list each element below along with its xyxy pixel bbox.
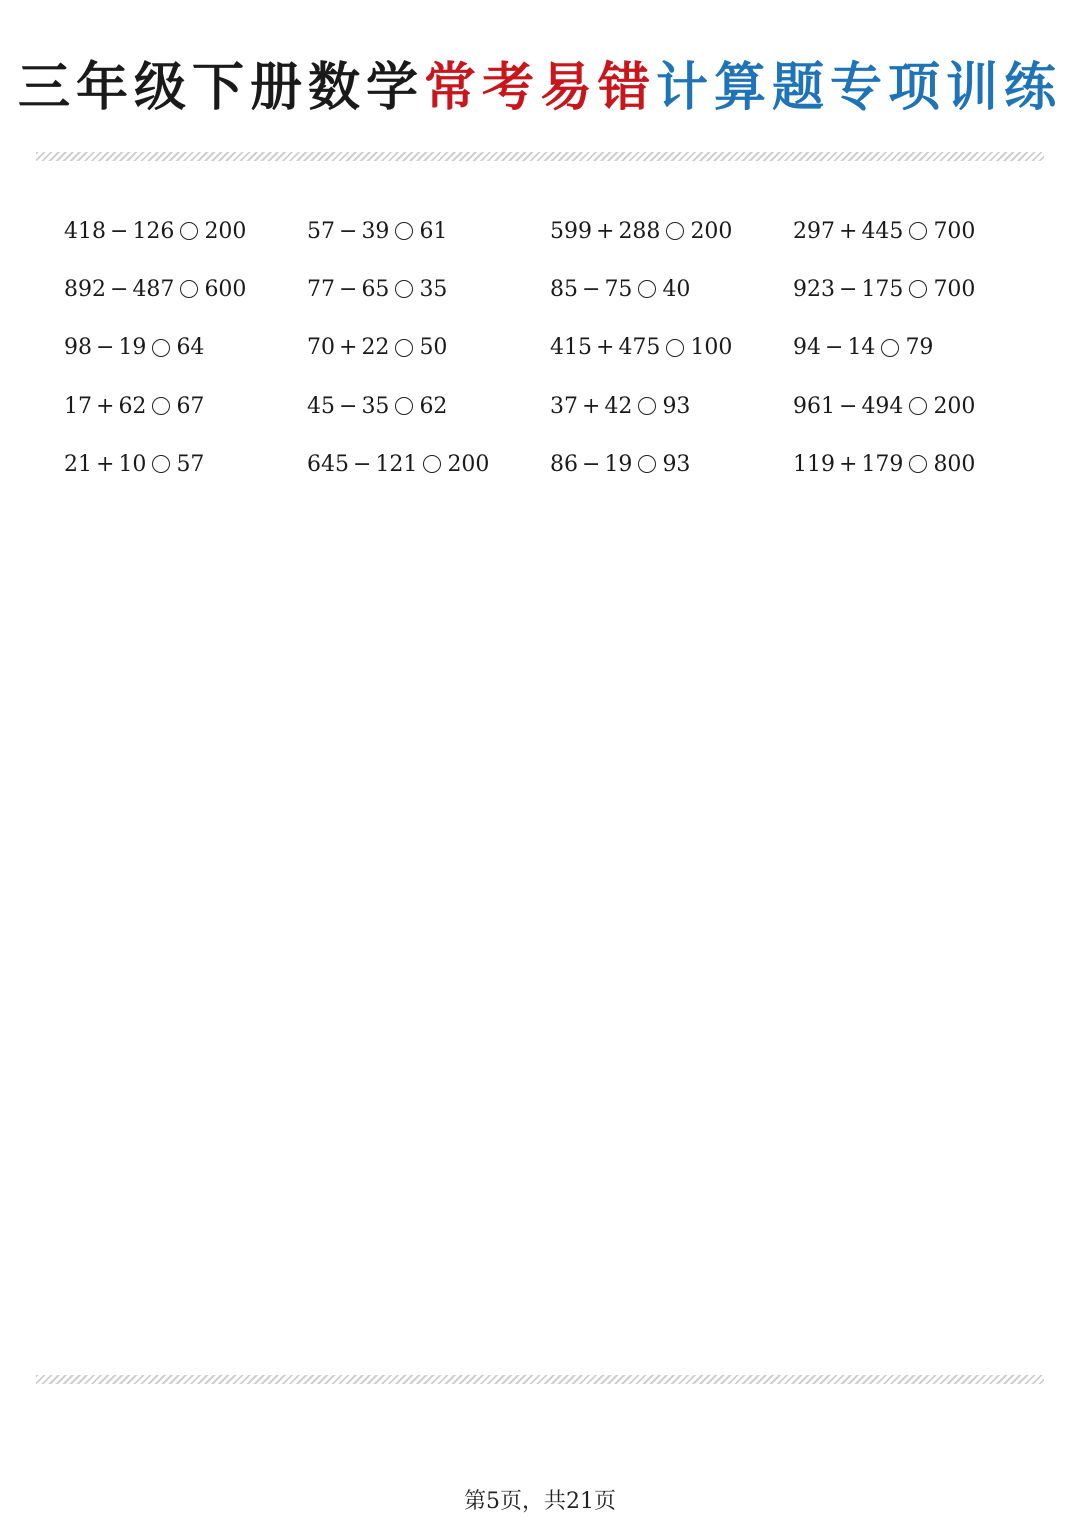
operator: − — [839, 393, 858, 419]
problem-item — [307, 394, 550, 419]
compare-circle[interactable] — [638, 280, 656, 298]
problem-item — [550, 452, 793, 477]
operand-b: 175 — [861, 276, 904, 302]
operator: − — [582, 276, 601, 302]
compare-circle[interactable] — [180, 280, 198, 298]
problem-item — [307, 277, 550, 302]
compare-circle[interactable] — [909, 397, 927, 415]
operator: − — [582, 451, 601, 477]
compare-circle[interactable] — [881, 339, 899, 357]
operand-b: 10 — [118, 451, 147, 477]
compare-circle[interactable] — [909, 222, 927, 240]
problem-item — [64, 335, 307, 360]
operand-b: 62 — [118, 393, 147, 419]
problem-item — [550, 335, 793, 360]
compare-circle[interactable] — [180, 222, 198, 240]
operand-b: 22 — [361, 335, 390, 361]
problem-item — [307, 219, 550, 244]
compare-circle[interactable] — [666, 222, 684, 240]
compare-circle[interactable] — [638, 455, 656, 473]
operand-b: 35 — [361, 393, 390, 419]
compare-value: 40 — [662, 276, 691, 302]
operand-b: 75 — [604, 276, 633, 302]
compare-circle[interactable] — [395, 397, 413, 415]
operand-a: 599 — [550, 218, 592, 244]
compare-value: 64 — [176, 335, 205, 361]
operand-b: 179 — [861, 451, 904, 477]
operand-a: 297 — [793, 218, 835, 244]
title-part-black: 三年级下册数学 — [17, 58, 424, 118]
compare-circle[interactable] — [152, 339, 170, 357]
operand-a: 961 — [793, 393, 835, 419]
compare-value: 61 — [419, 218, 448, 244]
operand-a: 119 — [793, 451, 835, 477]
problem-item — [793, 219, 1036, 244]
problem-item — [793, 335, 1036, 360]
compare-value: 57 — [176, 451, 205, 477]
operand-b: 475 — [618, 335, 661, 361]
operand-a: 70 — [307, 335, 335, 361]
compare-circle[interactable] — [395, 339, 413, 357]
operator: + — [96, 451, 115, 477]
compare-value: 79 — [905, 335, 934, 361]
operator: − — [96, 335, 115, 361]
compare-circle[interactable] — [395, 280, 413, 298]
problem-item — [64, 452, 307, 477]
problem-item — [793, 394, 1036, 419]
problem-item — [307, 335, 550, 360]
problem-item — [307, 452, 550, 477]
compare-value: 50 — [419, 335, 448, 361]
compare-circle[interactable] — [152, 397, 170, 415]
problem-item — [793, 452, 1036, 477]
compare-value: 200 — [204, 218, 247, 244]
operand-a: 21 — [64, 451, 92, 477]
compare-circle[interactable] — [666, 339, 684, 357]
operator: − — [825, 335, 844, 361]
problem-item — [64, 394, 307, 419]
page-title — [0, 52, 1080, 124]
operand-b: 121 — [375, 451, 418, 477]
operand-a: 17 — [64, 393, 92, 419]
problem-grid — [64, 202, 1044, 493]
problem-item — [793, 277, 1036, 302]
bottom-hatch-divider — [36, 1375, 1044, 1384]
title-part-red: 常考易错 — [423, 58, 656, 118]
operand-b: 65 — [361, 276, 390, 302]
operand-a: 57 — [307, 218, 335, 244]
operand-b: 487 — [132, 276, 175, 302]
operator: + — [339, 335, 358, 361]
problem-row — [64, 435, 1044, 493]
operand-b: 14 — [847, 335, 876, 361]
title-part-blue: 计算题专项训练 — [656, 58, 1063, 118]
operator: + — [582, 393, 601, 419]
top-hatch-divider — [36, 152, 1044, 161]
operand-b: 288 — [618, 218, 661, 244]
operator: − — [339, 276, 358, 302]
compare-circle[interactable] — [395, 222, 413, 240]
page-number: 第5页，共21页 — [464, 1489, 616, 1514]
operand-a: 94 — [793, 335, 821, 361]
problem-row — [64, 260, 1044, 318]
operand-a: 77 — [307, 276, 335, 302]
compare-value: 600 — [204, 276, 247, 302]
compare-value: 200 — [447, 451, 490, 477]
compare-value: 93 — [662, 393, 691, 419]
compare-value: 67 — [176, 393, 205, 419]
operand-a: 892 — [64, 276, 106, 302]
operator: − — [110, 276, 129, 302]
compare-circle[interactable] — [423, 455, 441, 473]
operand-a: 45 — [307, 393, 335, 419]
operator: + — [596, 218, 615, 244]
operator: − — [353, 451, 372, 477]
compare-value: 62 — [419, 393, 448, 419]
operator: + — [596, 335, 615, 361]
compare-value: 93 — [662, 451, 691, 477]
operator: − — [839, 276, 858, 302]
problem-row — [64, 202, 1044, 260]
operand-b: 19 — [604, 451, 633, 477]
operator: + — [96, 393, 115, 419]
problem-item — [550, 277, 793, 302]
compare-circle[interactable] — [909, 455, 927, 473]
problem-row — [64, 319, 1044, 377]
operand-a: 86 — [550, 451, 578, 477]
compare-circle[interactable] — [152, 455, 170, 473]
operator: + — [839, 218, 858, 244]
operand-a: 418 — [64, 218, 106, 244]
operator: + — [839, 451, 858, 477]
operator: − — [110, 218, 129, 244]
compare-value: 700 — [933, 276, 976, 302]
compare-value: 35 — [419, 276, 448, 302]
operand-b: 39 — [361, 218, 390, 244]
operator: − — [339, 393, 358, 419]
operand-a: 37 — [550, 393, 578, 419]
operand-b: 19 — [118, 335, 147, 361]
operand-a: 923 — [793, 276, 835, 302]
compare-circle[interactable] — [638, 397, 656, 415]
compare-value: 700 — [933, 218, 976, 244]
problem-item — [550, 219, 793, 244]
compare-value: 100 — [690, 335, 733, 361]
problem-row — [64, 377, 1044, 435]
operand-a: 98 — [64, 335, 92, 361]
operator: − — [339, 218, 358, 244]
operand-b: 42 — [604, 393, 633, 419]
problem-item — [64, 219, 307, 244]
compare-value: 200 — [690, 218, 733, 244]
operand-a: 645 — [307, 451, 349, 477]
operand-b: 126 — [132, 218, 175, 244]
problem-item — [64, 277, 307, 302]
operand-b: 494 — [861, 393, 904, 419]
compare-circle[interactable] — [909, 280, 927, 298]
operand-a: 85 — [550, 276, 578, 302]
compare-value: 800 — [933, 451, 976, 477]
operand-b: 445 — [861, 218, 904, 244]
operand-a: 415 — [550, 335, 592, 361]
problem-item — [550, 394, 793, 419]
compare-value: 200 — [933, 393, 976, 419]
